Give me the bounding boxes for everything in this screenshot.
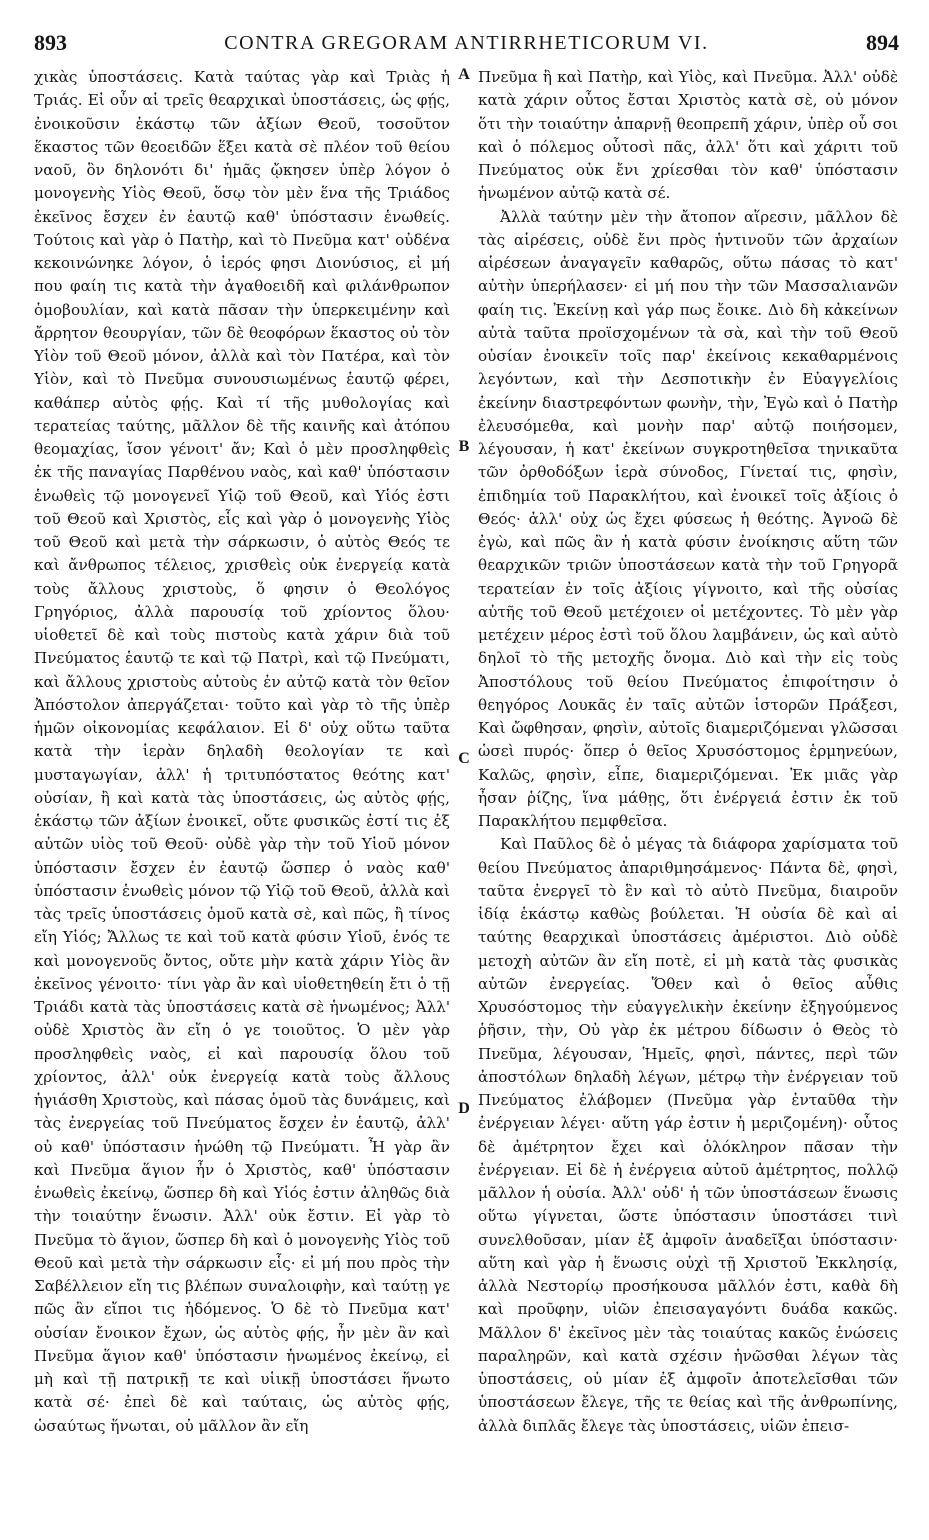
margin-marker-b: B — [458, 438, 470, 455]
running-title: CONTRA GREGORAM ANTIRRHETICORUM VI. — [224, 32, 709, 54]
page-number-left: 893 — [34, 30, 67, 55]
margin-marker-c: C — [458, 750, 470, 767]
page-header — [34, 30, 899, 60]
page-number-right: 894 — [866, 30, 899, 55]
right-column — [478, 66, 898, 1506]
right-paragraph-3: Καὶ Παῦλος δὲ ὁ μέγας τὰ διάφορα χαρίσματα τοῦ θείου Πνεύματος ἀπαριθμησάμενος· Πάντα δὲ, φησὶ, ταῦτα ἐνεργεῖ τὸ ἓν καὶ τὸ αὐτὸ Πνεῦμα, διαιροῦν ἰδίᾳ ἑκάστῳ καθὼς βούλεται. Ἡ οὐσία δὲ καὶ αἱ ταύτης θεαρχικαὶ ὑποστάσεις ἀμέριστοι. Διὸ οὐδὲ μετοχὴ αὐτῶν ἂν εἴη ποτὲ, εἰ μὴ κατὰ τὰς φυσικὰς αὐτῶν ἐνεργείας. Ὅθεν καὶ ὁ θεῖος αὖθις Χρυσόστομος τὴν εὐαγγελικὴν ἐκείνην ἐξηγούμενος ῥῆσιν, τὴν, Οὐ γὰρ ἐκ μέτρου δίδωσιν ὁ Θεὸς τὸ Πνεῦμα, λέγουσαν, Ἡμεῖς, φησὶ, πάντες, περὶ τῶν ἀποστόλων δηλαδὴ λέγων, μέτρῳ τὴν ἐνέργειαν τοῦ Πνεύματος ἐλάβομεν (Πνεῦμα γὰρ ἐνταῦθα τὴν ἐνέργειαν λέγει· αὕτη γάρ ἐστιν ἡ μεριζομένη)· οὗτος δὲ ἀμέτρητον ἔχει καὶ ὁλόκληρον πᾶσαν τὴν ἐνέργειαν. Εἰ δὲ ἡ ἐνέργεια αὐτοῦ ἀμέτρητος, πολλῷ μᾶλλον ἡ οὐσία. Ἀλλ' οὐδ' ἡ τῶν ὑποστάσεων ἕνωσις οὕτω γίγνεται, ὥστε ὑπόστασιν ὑποστάσει τινὶ συνελθοῦσαν, μίαν ἐξ ἀμφοῖν ἀναδεῖξαι ὑπόστασιν· αὕτη καὶ γὰρ ἡ ἕνωσις οὐχὶ τῇ Χριστοῦ Ἐκκλησίᾳ, ἀλλὰ Νεστορίῳ προσήκουσα μᾶλλόν ἐστι, καθὰ δὴ καὶ προῦφην, υἱῶν ἐπεισαγαγόντι δυάδα κακῶς. Μᾶλλον δ' ἐκεῖνος μὲν τὰς τοιαύτας κακῶς ἑνώσεις παραληρῶν, καὶ κατὰ σχέσιν ἡνῶσθαι λέγων τὰς ὑποστάσεις, οὐ μίαν ἐξ ἀμφοῖν ἀποτελεῖσθαι τῶν ὑποστάσεων ἔλεγε, τῆς τε θείας καὶ τῆς ἀνθρωπίνης, ἀλλὰ διπλᾶς ἔλεγε τὰς ὑποστάσεις, υἱῶν ἐπεισ- — [478, 835, 898, 1435]
left-column — [34, 66, 450, 1506]
margin-marker-d: D — [458, 1100, 470, 1117]
right-paragraph-2: Ἀλλὰ ταύτην μὲν τὴν ἄτοπον αἵρεσιν, μᾶλλον δὲ τὰς αἱρέσεις, οὐδὲ ἔνι πρὸς ἡντινοῦν τῶν ἀρχαίων αἱρέσεων ἀναγαγεῖν καθαρῶς, οὕτω πάσας τὸ κατ' αὐτὴν ὑπερήλασεν· εἰ μή που τὴν τῶν Μασσαλιανῶν φαίη τις. Ἐκείνῃ καὶ γάρ πως ἔοικε. Διὸ δὴ κἀκείνων αὐτὰ ταῦτα προϊσχομένων τὰ σὰ, καὶ τὴν τοῦ Θεοῦ οὐσίαν ἐνοικεῖν τοῖς παρ' ἐκείνοις κεκαθαρμένοις λεγόντων, καὶ τὴν Δεσποτικὴν ἐν Εὐαγγελίοις ἐκείνην διαστρεφόντων φωνὴν, τὴν, Ἐγὼ καὶ ὁ Πατὴρ ἐλευσόμεθα, καὶ μονὴν παρ' αὐτῷ ποιήσομεν, λέγουσαν, ἡ κατ' ἐκείνων συγκροτηθεῖσα τηνικαῦτα τῶν ὀρθοδόξων ἱερὰ σύνοδος, Γίνεταί τις, φησὶν, ἐπιδημία τοῦ Παρακλήτου, καὶ ἐνοικεῖ τοῖς ἀξίοις ὁ Θεός· ἀλλ' οὐχ ὡς ἔχει φύσεως ἡ θεότης. Ἀγνοῶ δὲ ἐγὼ, καὶ πῶς ἂν ἡ κατὰ φύσιν ἐνοίκησις αὕτη τῶν θεαρχικῶν τριῶν ὑποστάσεων κατὰ τὴν τοῦ Γρηγορᾶ τερατείαν ἐν τοῖς ἀξίοις γίγνοιτο, καὶ τῆς οὐσίας αὐτῆς τοῦ Θεοῦ μετέχοιεν οἱ μετέχοντες. Τὸ μὲν γὰρ μετέχειν μέρος ἐστὶ τοῦ ὅλου λαμβάνειν, ὡς καὶ αὐτὸ δηλοῖ τὸ τῆς μετοχῆς ὄνομα. Διὸ καὶ τὴν εἰς τοὺς Ἀποστόλους τοῦ θείου Πνεύματος ἐπιφοίτησιν ὁ θεηγόρος Λουκᾶς ἐν ταῖς αὐτῶν ἱστορῶν Πράξεσι, Καὶ ὤφθησαν, φησὶν, αὐτοῖς διαμεριζόμεναι γλῶσσαι ὡσεὶ πυρός· ὅπερ ὁ θεῖος Χρυσόστομος ἑρμηνεύων, Καλῶς, φησὶν, εἶπε, διαμεριζόμεναι. Ἐκ μιᾶς γὰρ ἦσαν ῥίζης, ἵνα μάθῃς, ὅτι ἐνέργειά ἐστιν ἐκ τοῦ Παρακλήτου πεμφθεῖσα. — [478, 207, 898, 830]
right-paragraph-1: Πνεῦμα ἢ καὶ Πατὴρ, καὶ Υἱὸς, καὶ Πνεῦμα. Ἀλλ' οὐδὲ κατὰ χάριν οὗτος ἔσται Χριστὸς κατὰ σὲ, οὐ μόνον ὅτι τὴν τοιαύτην ἀπαρνῇ θεοπρεπῆ χάριν, ὑπὲρ οὗ σοι καὶ ὁ πόλεμος οὗτοσὶ πᾶς, ἀλλ' ὅτι καὶ χάριτι τοῦ Πνεύματος οὐκ ἔνι χρίεσθαι τὸν καθ' ὑπόστασιν ἡνωμένον αὐτῷ κατὰ σέ. — [478, 68, 898, 203]
margin-marker-a: A — [458, 66, 470, 83]
left-paragraph-1: χικὰς ὑποστάσεις. Κατὰ ταύτας γὰρ καὶ Τριὰς ἡ Τριάς. Εἰ οὖν αἱ τρεῖς θεαρχικαὶ ὑποστάσεις, ὡς φῄς, ἐνοικοῦσιν ἑκάστῳ τῶν ἀξίων Θεοῦ, τοσοῦτον ἕκαστος τῶν θεοειδῶν ἕξει κατὰ σὲ πλέον τοῦ θείου ναοῦ, ὃν δηλονότι δι' ἡμᾶς ᾤκησεν ὑπὲρ λόγον ὁ μονογενὴς Υἱὸς Θεοῦ, ὅσῳ τὸν μὲν ἕνα τῆς Τριάδος ἐκεῖνος ἔσχεν ἐν ἑαυτῷ καθ' ὑπόστασιν ἑνωθείς. Τούτοις καὶ γὰρ ὁ Πατὴρ, καὶ τὸ Πνεῦμα κατ' οὐδένα κεκοινώνηκε λόγον, ὁ ἱερός φησι Διονύσιος, εἰ μή που φαίη τις κατὰ τὴν ἀγαθοειδῆ καὶ φιλάνθρωπον ὁμοβουλίαν, καὶ κατὰ πᾶσαν τὴν ὑπερκειμένην καὶ ἄρρητον θεουργίαν, τῶν δὲ θεοφόρων ἕκαστος οὐ τὸν Υἱὸν τοῦ Θεοῦ μόνον, ἀλλὰ καὶ τὸν Πατέρα, καὶ τὸν Υἱὸν, καὶ τὸ Πνεῦμα συνουσιωμένως ἑαυτῷ φέρει, καθάπερ αὐτὸς φῄς. Καὶ τί τῆς μυθολογίας καὶ τερατείας ταύτης, μᾶλλον δὲ τῆς καινῆς καὶ ἀτόπου θεομαχίας, ἴσον γένοιτ' ἄν; Καὶ ὁ μὲν προσληφθεὶς ἐκ τῆς παναγίας Παρθένου ναὸς, καὶ καθ' ὑπόστασιν ἑνωθεὶς τῷ μονογενεῖ Υἱῷ τοῦ Θεοῦ, καὶ Υἱός ἐστι τοῦ Θεοῦ καὶ Χριστὸς, εἷς καὶ γὰρ ὁ μονογενὴς Υἱὸς τοῦ Θεοῦ καὶ μετὰ τὴν σάρκωσιν, ὁ αὐτὸς Θεός τε καὶ ἄνθρωπος τέλειος, χρισθεὶς οὐκ ἐνεργείᾳ κατὰ τοὺς ἄλλους χριστοὺς, ὅ φησιν ὁ Θεολόγος Γρηγόριος, ἀλλὰ παρουσίᾳ τοῦ χρίοντος ὅλου· υἱοθετεῖ δὲ καὶ τοὺς πιστοὺς κατὰ χάριν διὰ τοῦ Πνεύματος ἑαυτῷ τε καὶ τῷ Πατρὶ, καὶ τῷ Πνεύματι, καὶ ἄλλους χριστοὺς αὐτοὺς ἐν αὐτῷ κατὰ τὸν θεῖον Ἀπόστολον ἀπεργάζεται· τοῦτο καὶ γὰρ τὸ τῆς ὑπὲρ ἡμῶν οἰκονομίας κεφάλαιον. Εἰ δ' οὐχ οὕτω ταῦτα κατὰ τὴν ἱερὰν δηλαδὴ θεολογίαν τε καὶ μυσταγωγίαν, ἀλλ' ἡ τριτυπόστατος θεότης κατ' οὐσίαν, ἢ καὶ κατὰ τὰς ὑποστάσεις, ὡς αὐτὸς φῄς, ἑκάστῳ τῶν ἀξίων ἐνοικεῖ, οὔτε φυσικῶς ἐστί τις ἐξ αὐτῶν υἱὸς τοῦ Θεοῦ· οὐδὲ γὰρ τὴν τοῦ Υἱοῦ μόνον ὑπόστασιν ἔσχεν ἐν ἑαυτῷ ὥσπερ ὁ ναὸς καθ' ὑπόστασιν ἑνωθεὶς μόνον τῷ Υἱῷ τοῦ Θεοῦ, ἀλλὰ καὶ τὰς τρεῖς ὑποστάσεις ὁμοῦ κατὰ σὲ, καὶ πῶς, ἢ τίνος εἴη Υἱός; Ἄλλως τε καὶ τοῦ κατὰ φύσιν Υἱοῦ, ἑνός τε καὶ μονογενοῦς ὄντος, οὔτε μὴν κατὰ χάριν Υἱὸς ἂν ἐκεῖνος γένοιτο· τίνι γὰρ ἂν καὶ υἱοθετηθείη ἔτι ὁ τῇ Τριάδι κατὰ τὰς ὑποστάσεις κατὰ σὲ ἡνωμένος; Ἀλλ' οὐδὲ Χριστὸς ἂν εἴη ὁ γε τοιοῦτος. Ὁ μὲν γὰρ προσληφθεὶς ναὸς, εἰ καὶ παρουσίᾳ ὅλου τοῦ χρίοντος, ἀλλ' οὐκ ἐνεργείᾳ κατὰ τοὺς ἄλλους ἡγιάσθη Χριστοὺς, καὶ πάσας ὁμοῦ τὰς δυνάμεις, καὶ τὰς ἐνεργείας τοῦ Πνεύματος ἔσχεν ἐν ἑαυτῷ, ἀλλ' οὐ καθ' ὑπόστασιν ἡνώθη τῷ Πνεύματι. Ἦ γὰρ ἂν καὶ Πνεῦμα ἅγιον ἦν ὁ Χριστὸς, καθ' ὑπόστασιν ἑνωθεὶς ἐκείνῳ, ὥσπερ δὴ καὶ Υἱός ἐστιν ἀληθῶς διὰ τὴν τοιαύτην ἕνωσιν. Ἀλλ' οὐκ ἔστιν. Εἰ γὰρ τὸ Πνεῦμα τὸ ἅγιον, ὥσπερ δὴ καὶ ὁ μονογενὴς Υἱὸς τοῦ Θεοῦ καὶ μετὰ τὴν σάρκωσιν εἷς· εἰ μή που πρὸς τὴν Σαβέλλειον εἴη τις βλέπων συναλοιφὴν, καὶ ταύτῃ γε πῶς ἂν εἴποι τις ἡδόμενος. Ὁ δὲ τὸ Πνεῦμα κατ' οὐσίαν ἔνοικον ἔχων, ὡς αὐτὸς φῄς, ἦν μὲν ἂν καὶ Πνεῦμα ἅγιον καθ' ὑπόστασιν ἡνωμένος ἐκείνῳ, εἰ μὴ καὶ τῇ πατρικῇ τε καὶ υἱικῇ ὑποστάσει ἥνωτο κατὰ σέ· ἐπεὶ δὲ καὶ ταύταις, ὡς αὐτὸς φῄς, ὡσαύτως ἥνωται, οὐ μᾶλλον ἂν εἴη — [34, 68, 450, 1435]
